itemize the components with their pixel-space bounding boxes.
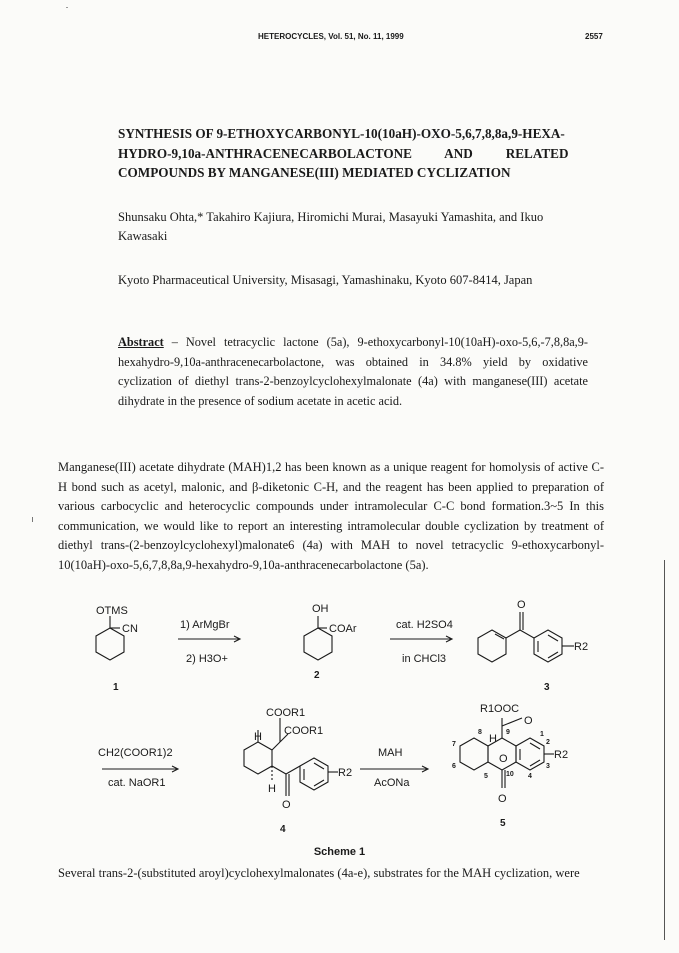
compound-number-2: 2 xyxy=(314,670,320,681)
abstract-label: Abstract xyxy=(118,335,164,349)
continuation-paragraph: Several trans-2-(substituted aroyl)cyclohexylmalonates (4a-e), substrates for the MAH cyclization, were xyxy=(58,866,580,880)
locant-6: 6 xyxy=(452,763,456,770)
coor1-label-top: COOR1 xyxy=(266,707,306,719)
compound-number-1: 1 xyxy=(113,682,119,693)
r2-label-5: R2 xyxy=(554,749,569,761)
author-list: Shunsaku Ohta,* Takahiro Kajiura, Hiromichi Murai, Masayuki Yamashita, and Ikuo Kawasaki xyxy=(118,210,544,243)
step4-reagent: MAH xyxy=(378,747,403,759)
locant-2: 2 xyxy=(546,739,550,746)
compound-number-5: 5 xyxy=(500,818,506,829)
carbonyl-oxygen-5: O xyxy=(498,793,507,805)
carbonyl-oxygen-3: O xyxy=(517,599,526,611)
h-label-4-top: H xyxy=(254,731,262,743)
coar-label: COAr xyxy=(329,623,357,635)
scan-speck xyxy=(66,7,68,8)
title-line-2: HYDRO-9,10a-ANTHRACENECARBOLACTONE AND RELATED xyxy=(118,145,569,161)
step1-reagent: 1) ArMgBr xyxy=(180,619,230,631)
compound-number-3: 3 xyxy=(544,682,550,693)
coor1-label-side: COOR1 xyxy=(284,725,324,737)
scheme-1-figure xyxy=(80,592,640,842)
r2-label-3: R2 xyxy=(574,641,589,653)
abstract-text: – Novel tetracyclic lactone (5a), 9-ethoxycarbonyl-10(10aH)-oxo-5,6,-7,8,8a,9-hexahydro-9,10a-anthracenecarbolactone, was obtained in 34.8% yield by oxidative cyclization of diethyl trans-2-benzoylcyclohexylmalonate (4a) with manganese(III) acetate dihydrate in the presence of sodium acetate in acetic acid. xyxy=(118,335,588,408)
step3-catalyst: cat. NaOR1 xyxy=(108,777,166,789)
r2-label-4: R2 xyxy=(338,767,353,779)
locant-1: 1 xyxy=(540,731,544,738)
step2-solvent: in CHCl3 xyxy=(402,653,447,665)
cyclohexane-ring-4 xyxy=(244,742,272,774)
step2-reagent: cat. H2SO4 xyxy=(396,619,453,631)
body-paragraph: Manganese(III) acetate dihydrate (MAH)1,2 has been known as a unique reagent for homolysis of active C-H bond such as acetyl, malonic, and β-diketonic C-H, and the reagent has been applied to preparation of various carbocyclic and heterocyclic compounds under intramolecular C-C bond formation.3~5 In this communication, we would like to report an interesting intramolecular double cyclization by treatment of diethyl trans-(2-benzoylcyclohexyl)malonate6 (4a) with MAH to novel tetracyclic 9-ethoxycarbonyl-10(10aH)-oxo-5,6,7,8,8a,9-hexahydro-9,10a-anthracenecarbolactone (5a). xyxy=(58,460,604,572)
cyclohexane-ring-5 xyxy=(460,738,488,770)
cyclohexene-ring-3 xyxy=(478,630,506,662)
scan-edge-line xyxy=(664,560,665,940)
locant-7: 7 xyxy=(452,741,456,748)
oh-label: OH xyxy=(312,603,329,615)
abstract xyxy=(118,333,588,411)
margin-mark xyxy=(32,517,33,522)
ring-oxygen-5: O xyxy=(499,753,508,765)
locant-5: 5 xyxy=(484,773,488,780)
locant-8: 8 xyxy=(478,729,482,736)
affiliation: Kyoto Pharmaceutical University, Misasagi, Yamashinaku, Kyoto 607-8414, Japan xyxy=(118,273,533,287)
paper-title xyxy=(118,124,588,183)
cyclohexane-ring-1 xyxy=(96,628,124,660)
journal-header: HETEROCYCLES, Vol. 51, No. 11, 1999 xyxy=(258,32,404,41)
h-label-5: H xyxy=(489,733,497,745)
locant-10: 10 xyxy=(506,771,514,778)
cn-label: CN xyxy=(122,623,138,635)
carbonyl-oxygen-4: O xyxy=(282,799,291,811)
lactone-oxygen-5: O xyxy=(524,715,533,727)
step4-additive: AcONa xyxy=(374,777,410,789)
scheme-caption: Scheme 1 xyxy=(313,846,366,858)
r1ooc-label: R1OOC xyxy=(480,703,520,715)
title-line-1: SYNTHESIS OF 9-ETHOXYCARBONYL-10(10aH)-OXO-5,6,7,8,8a,9-HEXA- xyxy=(118,126,565,141)
otms-label: OTMS xyxy=(96,605,128,617)
title-line-3: COMPOUNDS BY MANGANESE(III) MEDIATED CYCLIZATION xyxy=(118,165,511,180)
locant-9: 9 xyxy=(506,729,510,736)
cyclohexane-ring-2 xyxy=(304,628,332,660)
h-label-4-bottom: H xyxy=(268,783,276,795)
locant-4: 4 xyxy=(528,773,532,780)
step3-reagent: CH2(COOR1)2 xyxy=(98,747,173,759)
locant-3: 3 xyxy=(546,763,550,770)
step1-workup: 2) H3O+ xyxy=(186,653,228,665)
compound-number-4: 4 xyxy=(280,824,286,835)
page-number: 2557 xyxy=(585,32,603,41)
